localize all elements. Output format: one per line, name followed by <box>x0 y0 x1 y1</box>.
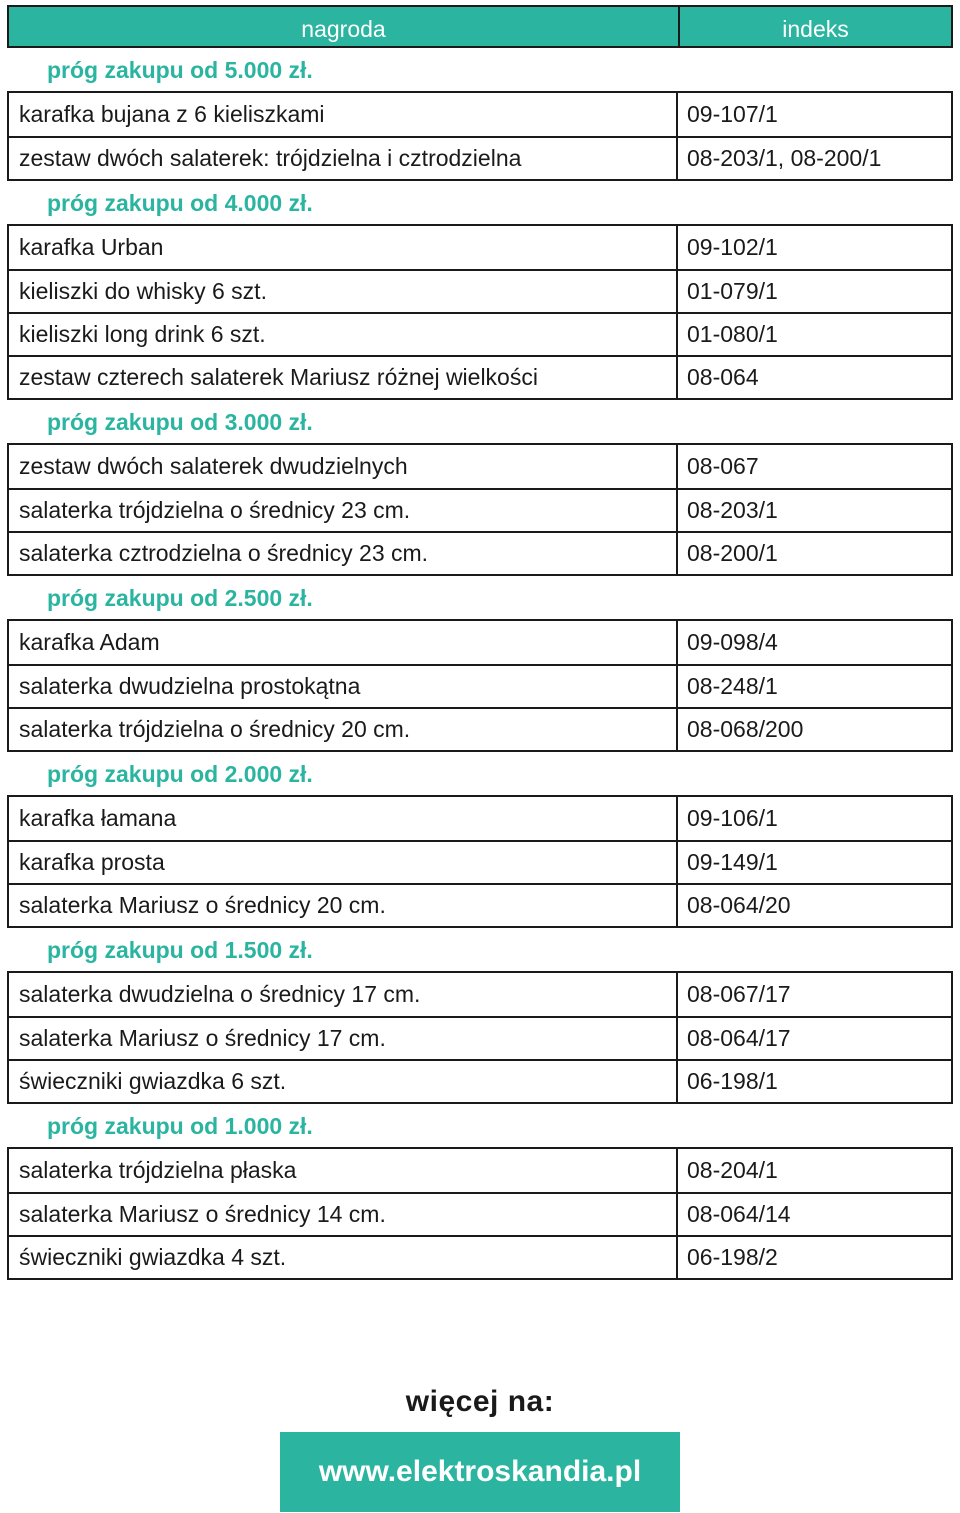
table-row <box>9 1149 951 1192</box>
reward-index: 08-200/1 <box>687 540 778 566</box>
reward-index: 08-067/17 <box>687 981 791 1007</box>
table-row <box>9 621 951 664</box>
table-row <box>9 883 951 926</box>
header-reward: nagroda <box>7 5 678 48</box>
table-row <box>9 1192 951 1235</box>
reward-name: kieliszki do whisky 6 szt. <box>9 271 678 312</box>
website-link[interactable]: www.elektroskandia.pl <box>280 1432 680 1512</box>
reward-name: salaterka trójdzielna płaska <box>9 1149 678 1192</box>
reward-index: 01-080/1 <box>687 321 778 347</box>
reward-index: 06-198/2 <box>687 1244 778 1270</box>
more-label: więcej na: <box>405 1385 555 1418</box>
table-row <box>9 269 951 312</box>
threshold-groups <box>7 48 953 1280</box>
header-index: indeks <box>678 5 953 48</box>
reward-index: 08-203/1 <box>687 497 778 523</box>
reward-group <box>7 1147 953 1280</box>
table-row <box>9 355 951 398</box>
reward-name: salaterka Mariusz o średnicy 14 cm. <box>9 1194 678 1235</box>
reward-name: świeczniki gwiazdka 4 szt. <box>9 1237 678 1278</box>
reward-group <box>7 971 953 1104</box>
table-row <box>9 445 951 488</box>
table-row <box>9 312 951 355</box>
reward-group <box>7 619 953 752</box>
reward-name: salaterka trójdzielna o średnicy 23 cm. <box>9 490 678 531</box>
threshold-label: próg zakupu od 5.000 zł. <box>47 57 313 83</box>
threshold-label: próg zakupu od 1.500 zł. <box>47 937 313 963</box>
table-row <box>9 226 951 269</box>
table-row <box>9 707 951 750</box>
table-row <box>9 840 951 883</box>
reward-group <box>7 443 953 576</box>
threshold-label: próg zakupu od 4.000 zł. <box>47 190 313 216</box>
reward-name: salaterka dwudzielna prostokątna <box>9 666 678 707</box>
reward-index: 09-106/1 <box>687 805 778 831</box>
reward-index: 08-064/20 <box>687 892 791 918</box>
reward-index: 09-102/1 <box>687 234 778 260</box>
reward-name: kieliszki long drink 6 szt. <box>9 314 678 355</box>
reward-index: 09-098/4 <box>687 629 778 655</box>
table-header <box>7 5 953 48</box>
table-row <box>9 797 951 840</box>
reward-index: 01-079/1 <box>687 278 778 304</box>
reward-index: 08-064 <box>687 364 759 390</box>
table-row <box>9 136 951 179</box>
reward-index: 08-064/17 <box>687 1025 791 1051</box>
reward-group <box>7 91 953 181</box>
table-row <box>9 1016 951 1059</box>
reward-name: zestaw dwóch salaterek: trójdzielna i cztrodzielna <box>9 138 678 179</box>
table-row <box>9 664 951 707</box>
reward-name: zestaw dwóch salaterek dwudzielnych <box>9 445 678 488</box>
reward-name: karafka łamana <box>9 797 678 840</box>
reward-index: 09-149/1 <box>687 849 778 875</box>
reward-index: 08-248/1 <box>687 673 778 699</box>
reward-name: karafka prosta <box>9 842 678 883</box>
table-row <box>9 973 951 1016</box>
reward-name: karafka Adam <box>9 621 678 664</box>
table-row <box>9 531 951 574</box>
reward-name: salaterka trójdzielna o średnicy 20 cm. <box>9 709 678 750</box>
table-row <box>9 1235 951 1278</box>
table-row <box>9 488 951 531</box>
reward-index: 08-204/1 <box>687 1157 778 1183</box>
reward-name: karafka Urban <box>9 226 678 269</box>
reward-name: salaterka cztrodzielna o średnicy 23 cm. <box>9 533 678 574</box>
reward-name: zestaw czterech salaterek Mariusz różnej wielkości <box>9 357 678 398</box>
threshold-label: próg zakupu od 1.000 zł. <box>47 1113 313 1139</box>
reward-name: salaterka Mariusz o średnicy 20 cm. <box>9 885 678 926</box>
footer <box>0 1380 960 1512</box>
threshold-label: próg zakupu od 2.500 zł. <box>47 585 313 611</box>
reward-name: karafka bujana z 6 kieliszkami <box>9 93 678 136</box>
threshold-label: próg zakupu od 3.000 zł. <box>47 409 313 435</box>
reward-index: 08-068/200 <box>687 716 804 742</box>
rewards-table <box>7 5 953 1280</box>
reward-index: 08-067 <box>687 453 759 479</box>
reward-index: 09-107/1 <box>687 101 778 127</box>
reward-group <box>7 795 953 928</box>
reward-index: 06-198/1 <box>687 1068 778 1094</box>
threshold-label: próg zakupu od 2.000 zł. <box>47 761 313 787</box>
reward-name: salaterka dwudzielna o średnicy 17 cm. <box>9 973 678 1016</box>
reward-name: świeczniki gwiazdka 6 szt. <box>9 1061 678 1102</box>
reward-index: 08-203/1, 08-200/1 <box>687 145 882 171</box>
table-row <box>9 1059 951 1102</box>
reward-name: salaterka Mariusz o średnicy 17 cm. <box>9 1018 678 1059</box>
reward-index: 08-064/14 <box>687 1201 791 1227</box>
table-row <box>9 93 951 136</box>
reward-group <box>7 224 953 400</box>
